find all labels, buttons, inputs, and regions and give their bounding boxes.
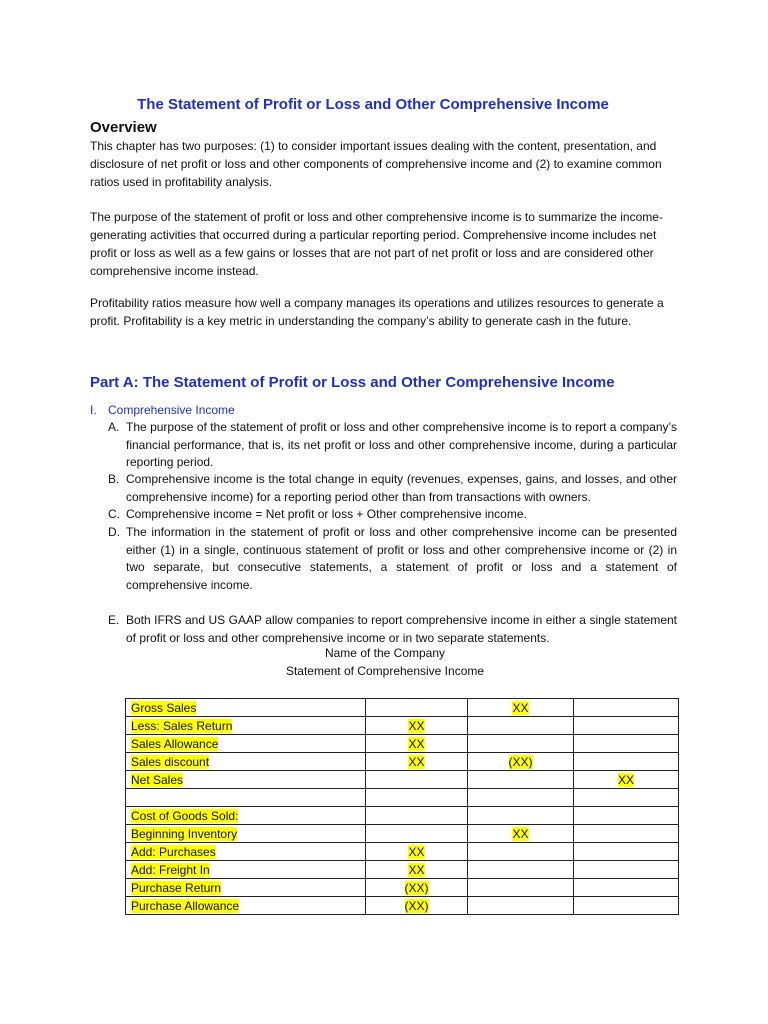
overview-paragraph: This chapter has two purposes: (1) to consider important issues dealing with the content, presentation, and disclosure of net profit or loss and other components of comprehensive income and (2) to examine common ratios used in profitability analysis.	[90, 139, 662, 189]
purpose-paragraph: The purpose of the statement of profit or loss and other comprehensive income is to summarize the income-generating activities that occurred during a particular reporting period. Comprehensive income includes net profit or loss as well as a few gains or losses that are not part of net profit or loss and are considered other comprehensive income instead.	[90, 210, 663, 278]
row-label: Purchase Allowance	[131, 898, 240, 913]
amount-cell: XX	[408, 736, 425, 751]
table-row	[126, 843, 679, 861]
overview-heading: Overview	[90, 119, 157, 136]
list-item	[108, 524, 677, 594]
amount-cell: (XX)	[404, 880, 429, 895]
amount-cell: XX	[408, 844, 425, 859]
table-row	[126, 861, 679, 879]
row-label: Sales Allowance	[131, 736, 219, 751]
table-row	[126, 771, 679, 789]
list-item-text: Comprehensive income is the total change in equity (revenues, expenses, gains, and losses, and other comprehensive income) for a reporting period other than from transactions with owners.	[126, 472, 677, 504]
company-name: Name of the Company	[324, 646, 446, 660]
list-item	[108, 419, 677, 472]
amount-cell: (XX)	[508, 754, 533, 769]
row-label: Less: Sales Return	[131, 718, 233, 733]
profitability-paragraph: Profitability ratios measure how well a company manages its operations and utilizes resources to generate a profit. Profitability is a key metric in understanding the company’s ability to generate cash in the future.	[90, 296, 664, 328]
amount-cell: XX	[408, 862, 425, 877]
list-item-letter: C.	[108, 507, 120, 521]
table-row	[126, 717, 679, 735]
list-item	[108, 612, 677, 647]
list-item-text: Comprehensive income = Net profit or loss + Other comprehensive income.	[126, 507, 527, 521]
row-label: Sales discount	[131, 754, 210, 769]
list-item-letter: E.	[108, 613, 120, 627]
list-item-letter: A.	[108, 420, 120, 434]
table-row	[126, 879, 679, 897]
section-heading	[90, 403, 235, 417]
list-item-text: The purpose of the statement of profit or loss and other comprehensive income is to report a company’s financial performance, that is, its net profit or loss and other comprehensive income, during a particular reporting period.	[126, 420, 677, 470]
section-title: Comprehensive Income	[108, 403, 235, 417]
row-label: Purchase Return	[131, 880, 222, 895]
row-label: Gross Sales	[131, 700, 197, 715]
row-label: Beginning Inventory	[131, 826, 238, 841]
list-item-letter: B.	[108, 472, 120, 486]
row-label: Add: Freight In	[131, 862, 210, 877]
list-item	[108, 471, 677, 506]
row-label: Cost of Goods Sold:	[131, 808, 239, 823]
amount-cell: XX	[512, 700, 529, 715]
amount-cell: XX	[408, 718, 425, 733]
row-label: Add: Purchases	[131, 844, 216, 859]
amount-cell: XX	[512, 826, 529, 841]
part-a-heading: Part A: The Statement of Profit or Loss and Other Comprehensive Income	[90, 374, 615, 391]
list-item	[108, 506, 677, 524]
table-row	[126, 825, 679, 843]
table-row	[126, 897, 679, 915]
document-title: The Statement of Profit or Loss and Other Comprehensive Income	[137, 96, 609, 113]
list-item-letter: D.	[108, 525, 120, 539]
table-row	[126, 807, 679, 825]
table-row	[126, 753, 679, 771]
amount-cell: (XX)	[404, 898, 429, 913]
list-item-text: Both IFRS and US GAAP allow companies to report comprehensive income in either a single statement of profit or loss and other comprehensive income or in two separate statements.	[126, 613, 677, 645]
comprehensive-income-table	[125, 698, 679, 915]
row-label: Net Sales	[131, 772, 184, 787]
table-row	[126, 789, 679, 807]
list-item-text: The information in the statement of profit or loss and other comprehensive income can be presented either (1) in a single, continuous statement of profit or loss and other comprehensive income or (2) in two separate, but consecutive statements, a statement of profit or loss and a statement of comprehensive income.	[126, 525, 677, 592]
section-number: I.	[90, 403, 97, 417]
amount-cell: XX	[408, 754, 425, 769]
statement-title: Statement of Comprehensive Income	[285, 664, 485, 678]
table-row	[126, 699, 679, 717]
table-row	[126, 735, 679, 753]
amount-cell: XX	[617, 772, 634, 787]
